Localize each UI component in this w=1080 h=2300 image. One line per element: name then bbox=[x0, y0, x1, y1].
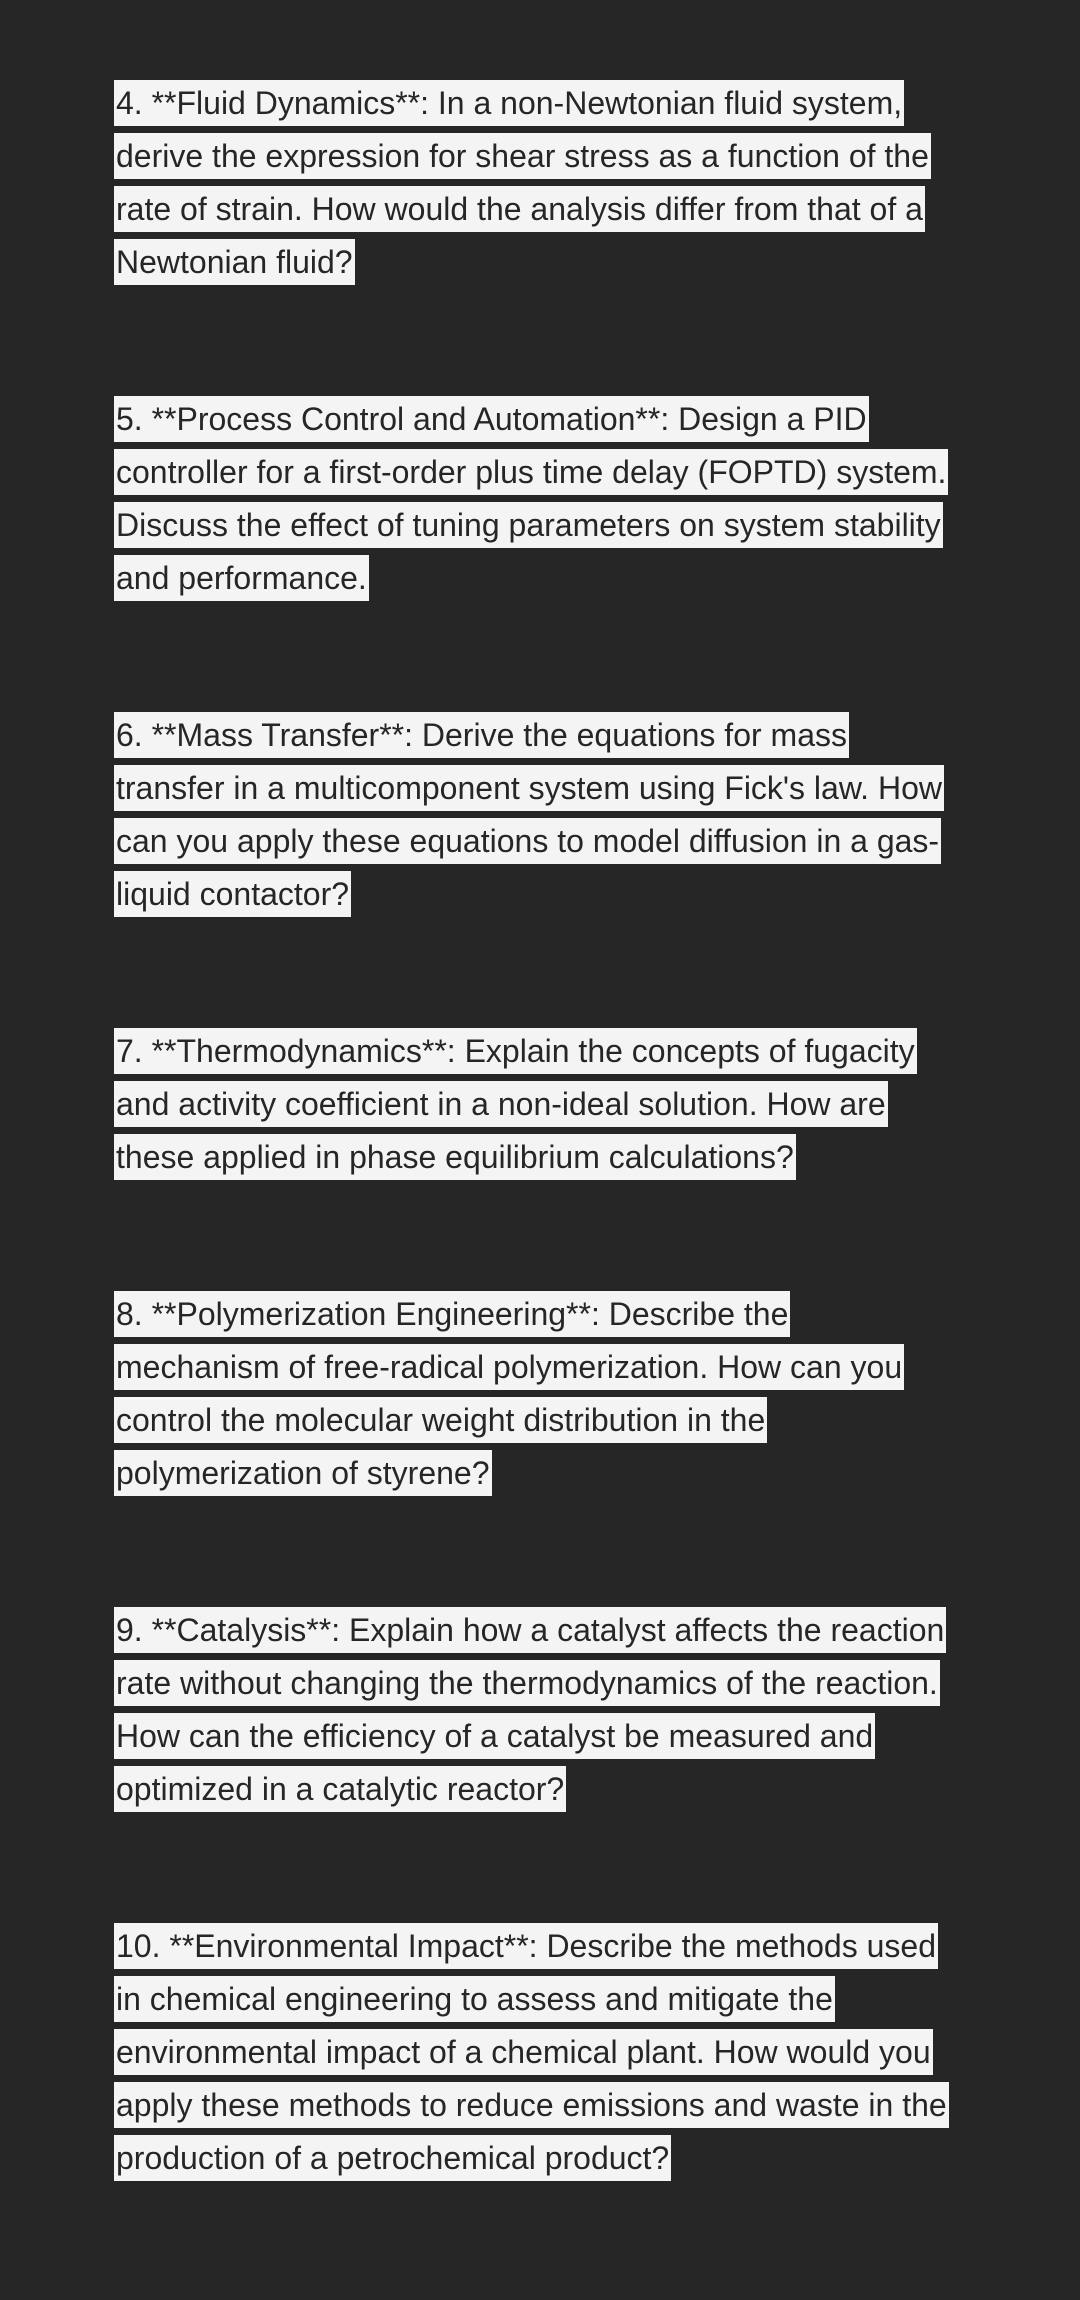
line-text: these applied in phase equilibrium calculations? bbox=[114, 1134, 796, 1180]
line-text: mechanism of free-radical polymerization. How can you bbox=[114, 1344, 904, 1390]
line-text: in chemical engineering to assess and mitigate the bbox=[114, 1976, 835, 2022]
line-text: polymerization of styrene? bbox=[114, 1450, 492, 1496]
line-text: Newtonian fluid? bbox=[114, 239, 355, 285]
line-text: liquid contactor? bbox=[114, 871, 351, 917]
text-line bbox=[114, 1081, 994, 1134]
line-text: 7. **Thermodynamics**: Explain the concepts of fugacity bbox=[114, 1028, 917, 1074]
text-line bbox=[114, 818, 994, 871]
question-4 bbox=[114, 80, 994, 292]
line-text: and activity coefficient in a non-ideal solution. How are bbox=[114, 1081, 888, 1127]
question-10 bbox=[114, 1923, 994, 2188]
text-line bbox=[114, 1134, 994, 1187]
text-line bbox=[114, 396, 994, 449]
line-text: How can the efficiency of a catalyst be measured and bbox=[114, 1713, 875, 1759]
question-6 bbox=[114, 712, 994, 924]
text-line bbox=[114, 1660, 994, 1713]
line-text: derive the expression for shear stress as a function of the bbox=[114, 133, 931, 179]
line-text: environmental impact of a chemical plant. How would you bbox=[114, 2029, 933, 2075]
line-text: rate of strain. How would the analysis differ from that of a bbox=[114, 186, 925, 232]
text-line bbox=[114, 1397, 994, 1450]
line-text: 10. **Environmental Impact**: Describe the methods used bbox=[114, 1923, 938, 1969]
text-line bbox=[114, 1450, 994, 1503]
text-line bbox=[114, 502, 994, 555]
text-line bbox=[114, 80, 994, 133]
question-9 bbox=[114, 1607, 994, 1819]
line-text: rate without changing the thermodynamics of the reaction. bbox=[114, 1660, 940, 1706]
text-line bbox=[114, 1607, 994, 1660]
line-text: can you apply these equations to model diffusion in a gas- bbox=[114, 818, 941, 864]
line-text: 6. **Mass Transfer**: Derive the equations for mass bbox=[114, 712, 849, 758]
text-line bbox=[114, 449, 994, 502]
text-line bbox=[114, 2135, 994, 2188]
text-line bbox=[114, 555, 994, 608]
line-text: Discuss the effect of tuning parameters on system stability bbox=[114, 502, 943, 548]
text-line bbox=[114, 765, 994, 818]
question-5 bbox=[114, 396, 994, 608]
line-text: apply these methods to reduce emissions and waste in the bbox=[114, 2082, 949, 2128]
text-line bbox=[114, 1291, 994, 1344]
text-line bbox=[114, 1028, 994, 1081]
text-line bbox=[114, 186, 994, 239]
text-line bbox=[114, 1713, 994, 1766]
text-line bbox=[114, 2082, 994, 2135]
text-line bbox=[114, 712, 994, 765]
question-8 bbox=[114, 1291, 994, 1503]
line-text: controller for a first-order plus time delay (FOPTD) system. bbox=[114, 449, 948, 495]
line-text: 4. **Fluid Dynamics**: In a non-Newtonian fluid system, bbox=[114, 80, 904, 126]
text-line bbox=[114, 1766, 994, 1819]
line-text: transfer in a multicomponent system using Fick's law. How bbox=[114, 765, 944, 811]
line-text: control the molecular weight distribution in the bbox=[114, 1397, 767, 1443]
text-line bbox=[114, 2029, 994, 2082]
text-line bbox=[114, 133, 994, 186]
line-text: 8. **Polymerization Engineering**: Describe the bbox=[114, 1291, 790, 1337]
line-text: and performance. bbox=[114, 555, 369, 601]
line-text: optimized in a catalytic reactor? bbox=[114, 1766, 566, 1812]
text-line bbox=[114, 1923, 994, 1976]
text-line bbox=[114, 239, 994, 292]
line-text: 5. **Process Control and Automation**: Design a PID bbox=[114, 396, 869, 442]
line-text: 9. **Catalysis**: Explain how a catalyst affects the reaction bbox=[114, 1607, 946, 1653]
line-text: production of a petrochemical product? bbox=[114, 2135, 671, 2181]
text-line bbox=[114, 871, 994, 924]
text-line bbox=[114, 1344, 994, 1397]
text-line bbox=[114, 1976, 994, 2029]
question-7 bbox=[114, 1028, 994, 1187]
